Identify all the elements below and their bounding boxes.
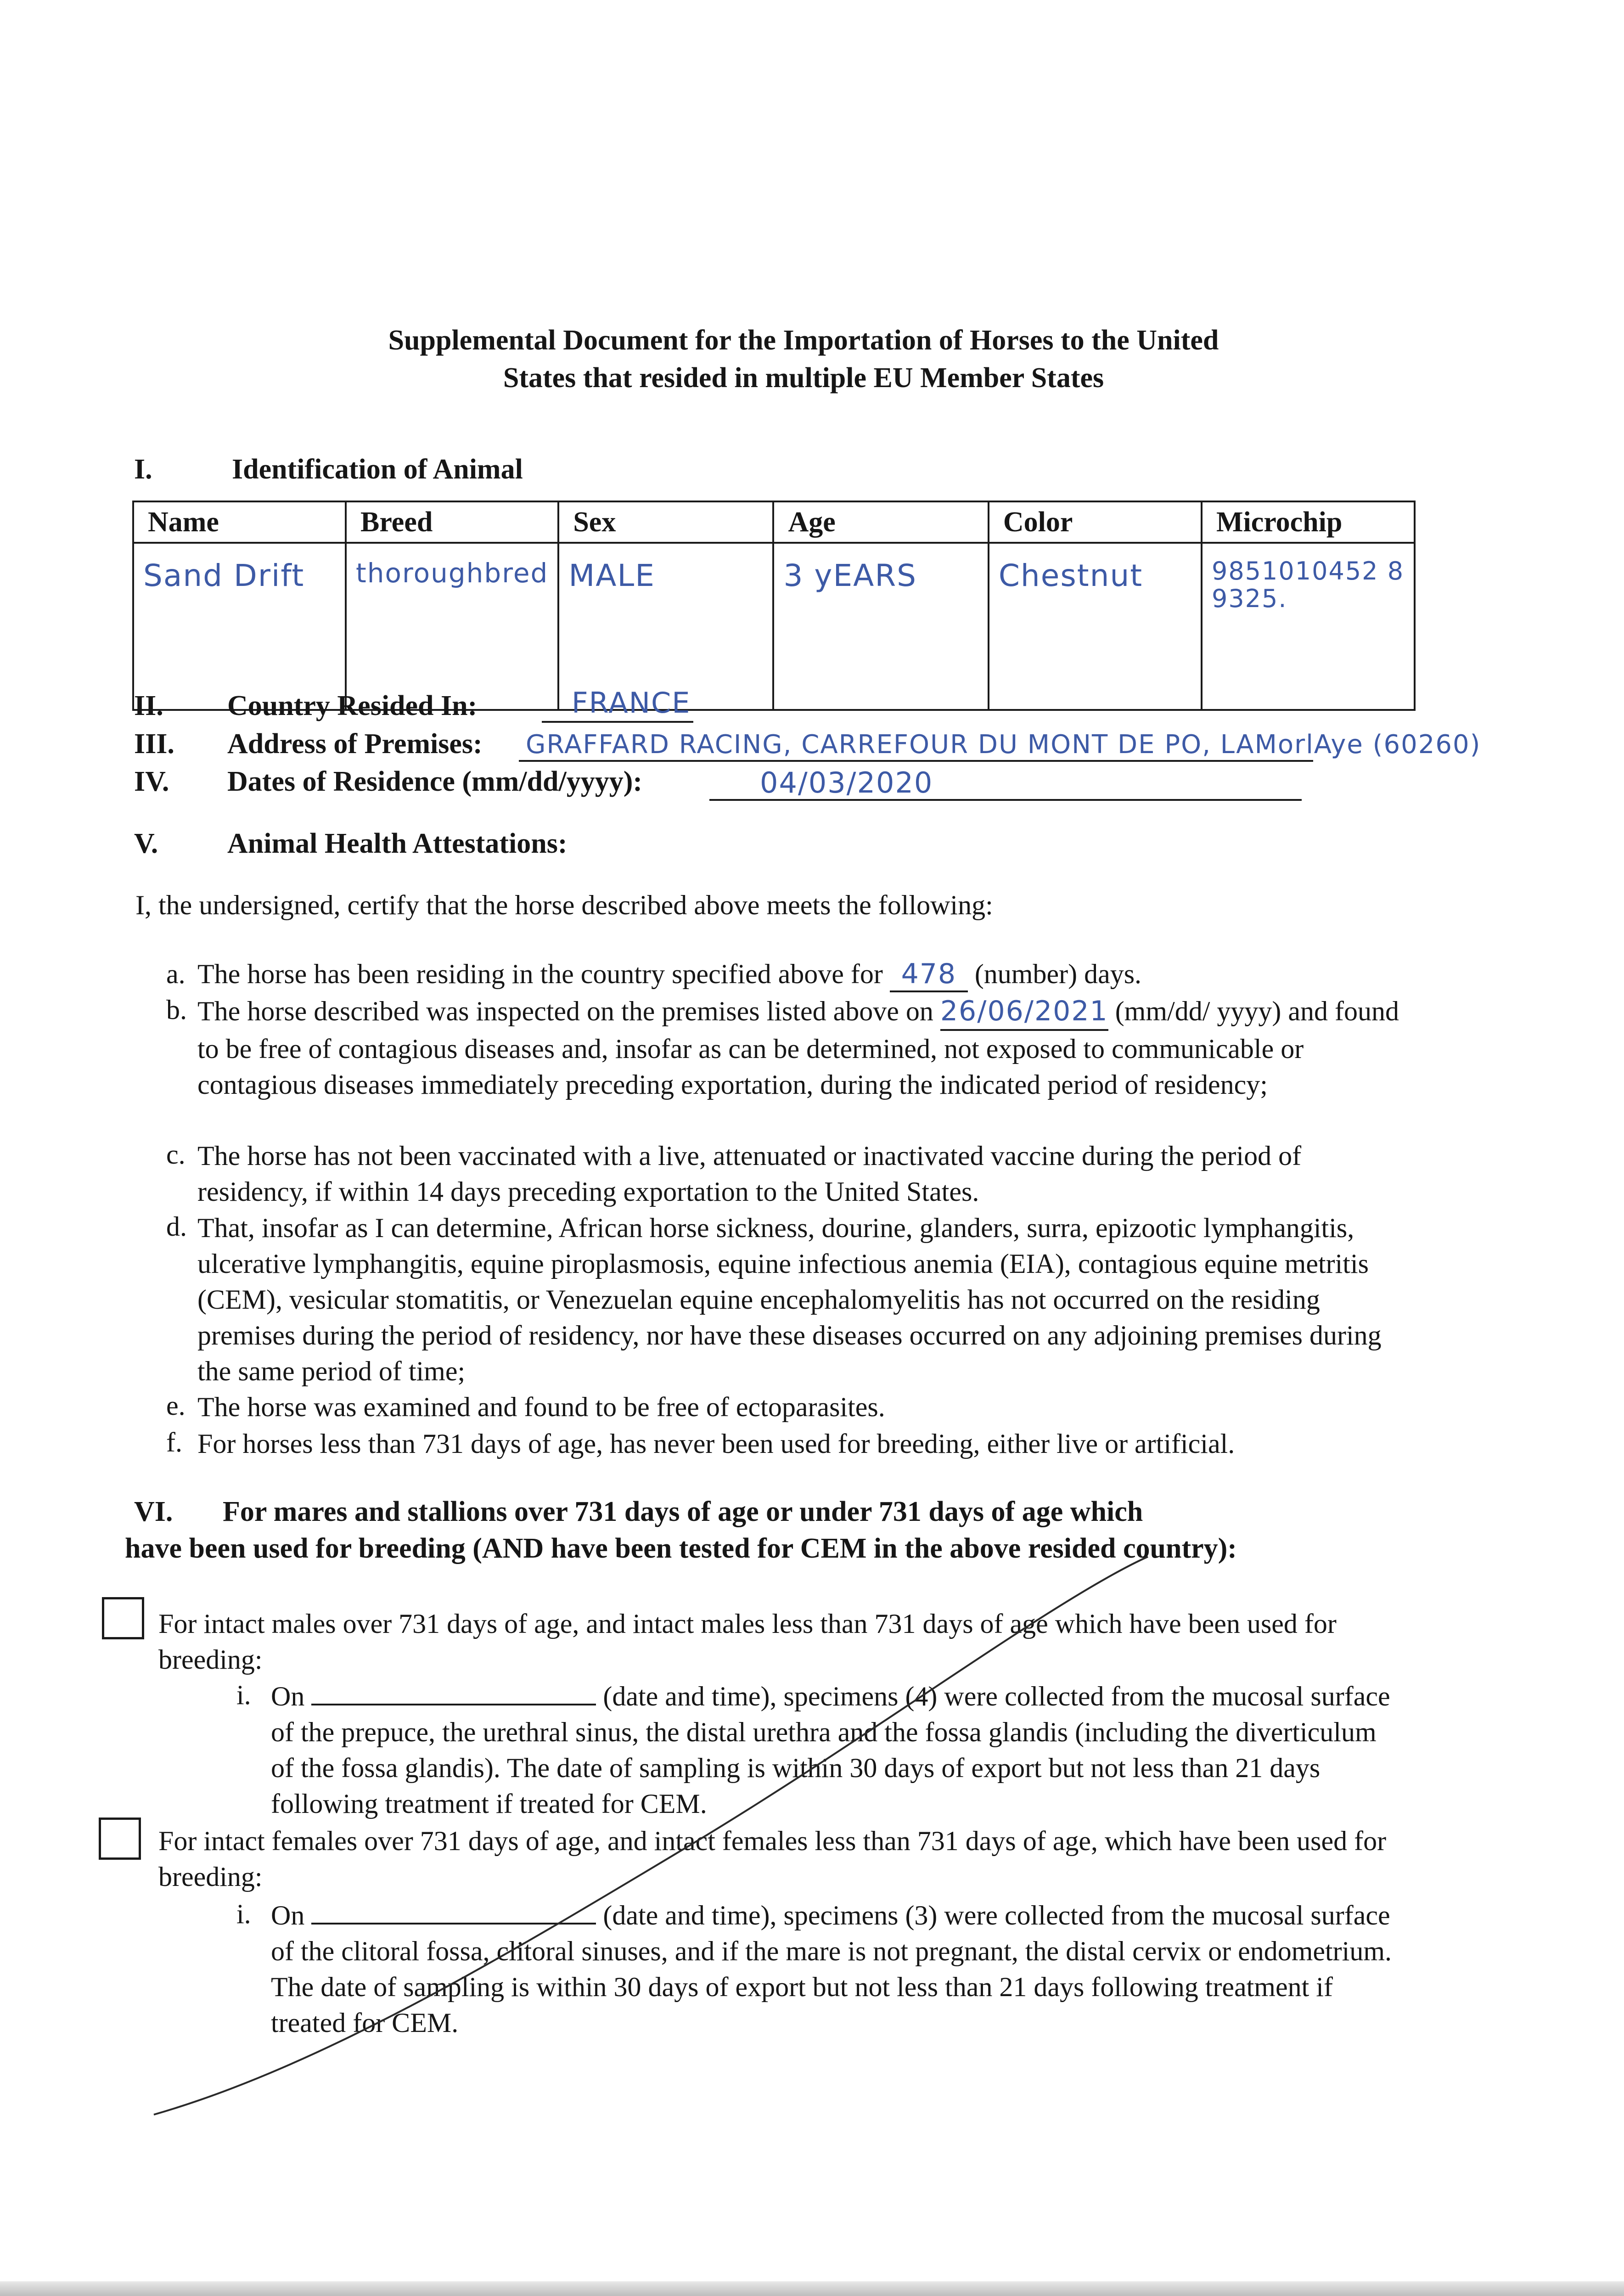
item-a-days-value: 478 — [890, 957, 968, 992]
item-a-text: The horse has been residing in the country specified above for — [197, 959, 883, 989]
header-breed: Breed — [346, 501, 558, 543]
section-6-number: VI. — [134, 1496, 173, 1527]
country-value: FRANCE — [572, 686, 691, 720]
item-b-rest: yyyy) and found to be free of contagious diseases and, insofar as can be determined, not exposed to communicable or contagious diseases immediately preceding exportation, during the indicated period of residency; — [197, 996, 1399, 1100]
header-age: Age — [773, 501, 988, 543]
female-item-num: i. — [236, 1899, 251, 1929]
address-value: GRAFFARD RACING, CARREFOUR DU MONT DE PO, LAMorlAye (60260) — [526, 730, 1481, 760]
female-on-label: On — [271, 1900, 305, 1930]
title-line-1: Supplemental Document for the Importation of Horses to the United — [388, 325, 1219, 356]
section-6-heading-2: have been used for breeding (AND have been tested for CEM in the above resided country): — [125, 1533, 1237, 1564]
item-f-text: For horses less than 731 days of age, has never been used for breeding, either live or artificial. — [197, 1429, 1235, 1459]
section-5-label: Animal Health Attestations: — [227, 828, 568, 859]
item-a-letter: a. — [166, 959, 185, 989]
attestation-intro: I, the undersigned, certify that the horse described above meets the following: — [135, 890, 993, 920]
section-6-heading-1: For mares and stallions over 731 days of age or under 731 days of age which — [223, 1496, 1143, 1527]
section-3-label: Address of Premises: — [227, 728, 483, 760]
item-c-letter: c. — [166, 1139, 185, 1170]
male-rest: mucosal surface of the prepuce, the urethral sinus, the distal urethra and the fossa glandis (including the diverticulum of the fossa glandis). The date of sampling is within 30 days of export but not less than 21 days following treatment if treated for CEM. — [271, 1681, 1390, 1819]
cell-microchip: 9851010452 89325. — [1202, 543, 1415, 710]
female-rest: mucosal surface of the clitoral fossa, clitoral sinuses, and if the mare is not pregnant, the distal cervix or endometrium. The date of sampling is within 30 days of export but not less than 21 days following treatment if treated for CEM. — [271, 1900, 1392, 2038]
section-5-number: V. — [134, 828, 158, 859]
item-e-text: The horse was examined and found to be free of ectoparasites. — [197, 1392, 885, 1422]
item-b-letter: b. — [166, 995, 187, 1025]
male-text: For intact males over 731 days of age, and intact males less than 731 days of age which have been used for breeding: — [158, 1609, 1337, 1675]
item-f-letter: f. — [166, 1427, 182, 1458]
item-d-text: That, insofar as I can determine, African horse sickness, dourine, glanders, surra, epizootic lymphangitis, ulcerative lymphangitis, equine piroplasmosis, equine infectious anemia (EIA), contagious equine metritis (CEM), vesicular stomatitis, or Venezuelan equine encephalomyelitis has not occurred on the residing premises during the period of residency, nor have these diseases occurred on any adjoining premises during the same period of time; — [197, 1213, 1382, 1386]
dates-value: 04/03/2020 — [760, 766, 933, 799]
title-line-2: States that resided in multiple EU Member States — [503, 362, 1104, 394]
item-e-letter: e. — [166, 1390, 185, 1421]
item-b-date-value: 26/06/2021 — [940, 993, 1108, 1031]
header-color: Color — [989, 501, 1202, 543]
section-2-label: Country Resided In: — [227, 690, 478, 721]
item-b-format: (mm/dd/ — [1115, 996, 1210, 1026]
section-3-number: III. — [134, 728, 174, 760]
male-item-num: i. — [236, 1680, 251, 1710]
section-4-number: IV. — [134, 766, 169, 797]
section-1-label: Identification of Animal — [232, 454, 523, 485]
cell-sex: MALE — [558, 543, 773, 710]
female-text: For intact females over 731 days of age, and intact females less than 731 days of age, which have been used for breeding: — [158, 1826, 1387, 1892]
item-d-letter: d. — [166, 1211, 187, 1242]
male-on-label: On — [271, 1681, 305, 1711]
header-name: Name — [133, 501, 346, 543]
male-after-blank: (date and time), specimens (4) were collected from the — [603, 1681, 1205, 1711]
header-microchip: Microchip — [1202, 501, 1415, 543]
cell-color: Chestnut — [989, 543, 1202, 710]
female-after-blank: (date and time), specimens (3) were collected from the — [603, 1900, 1205, 1930]
cell-breed: thoroughbred — [346, 543, 558, 710]
section-1-number: I. — [134, 454, 152, 485]
item-c-text: The horse has not been vaccinated with a live, attenuated or inactivated vaccine during the period of residency, if within 14 days preceding exportation to the United States. — [197, 1141, 1302, 1207]
cell-age: 3 yEARS — [773, 543, 988, 710]
header-sex: Sex — [558, 501, 773, 543]
section-2-number: II. — [134, 690, 163, 721]
section-4-label: Dates of Residence (mm/dd/yyyy): — [227, 766, 643, 797]
cell-name: Sand Drift — [133, 543, 346, 710]
item-b-text: The horse described was inspected on the premises listed above on — [197, 996, 933, 1026]
scan-bottom-edge — [0, 2281, 1624, 2296]
item-a-suffix: (number) days. — [974, 959, 1142, 989]
